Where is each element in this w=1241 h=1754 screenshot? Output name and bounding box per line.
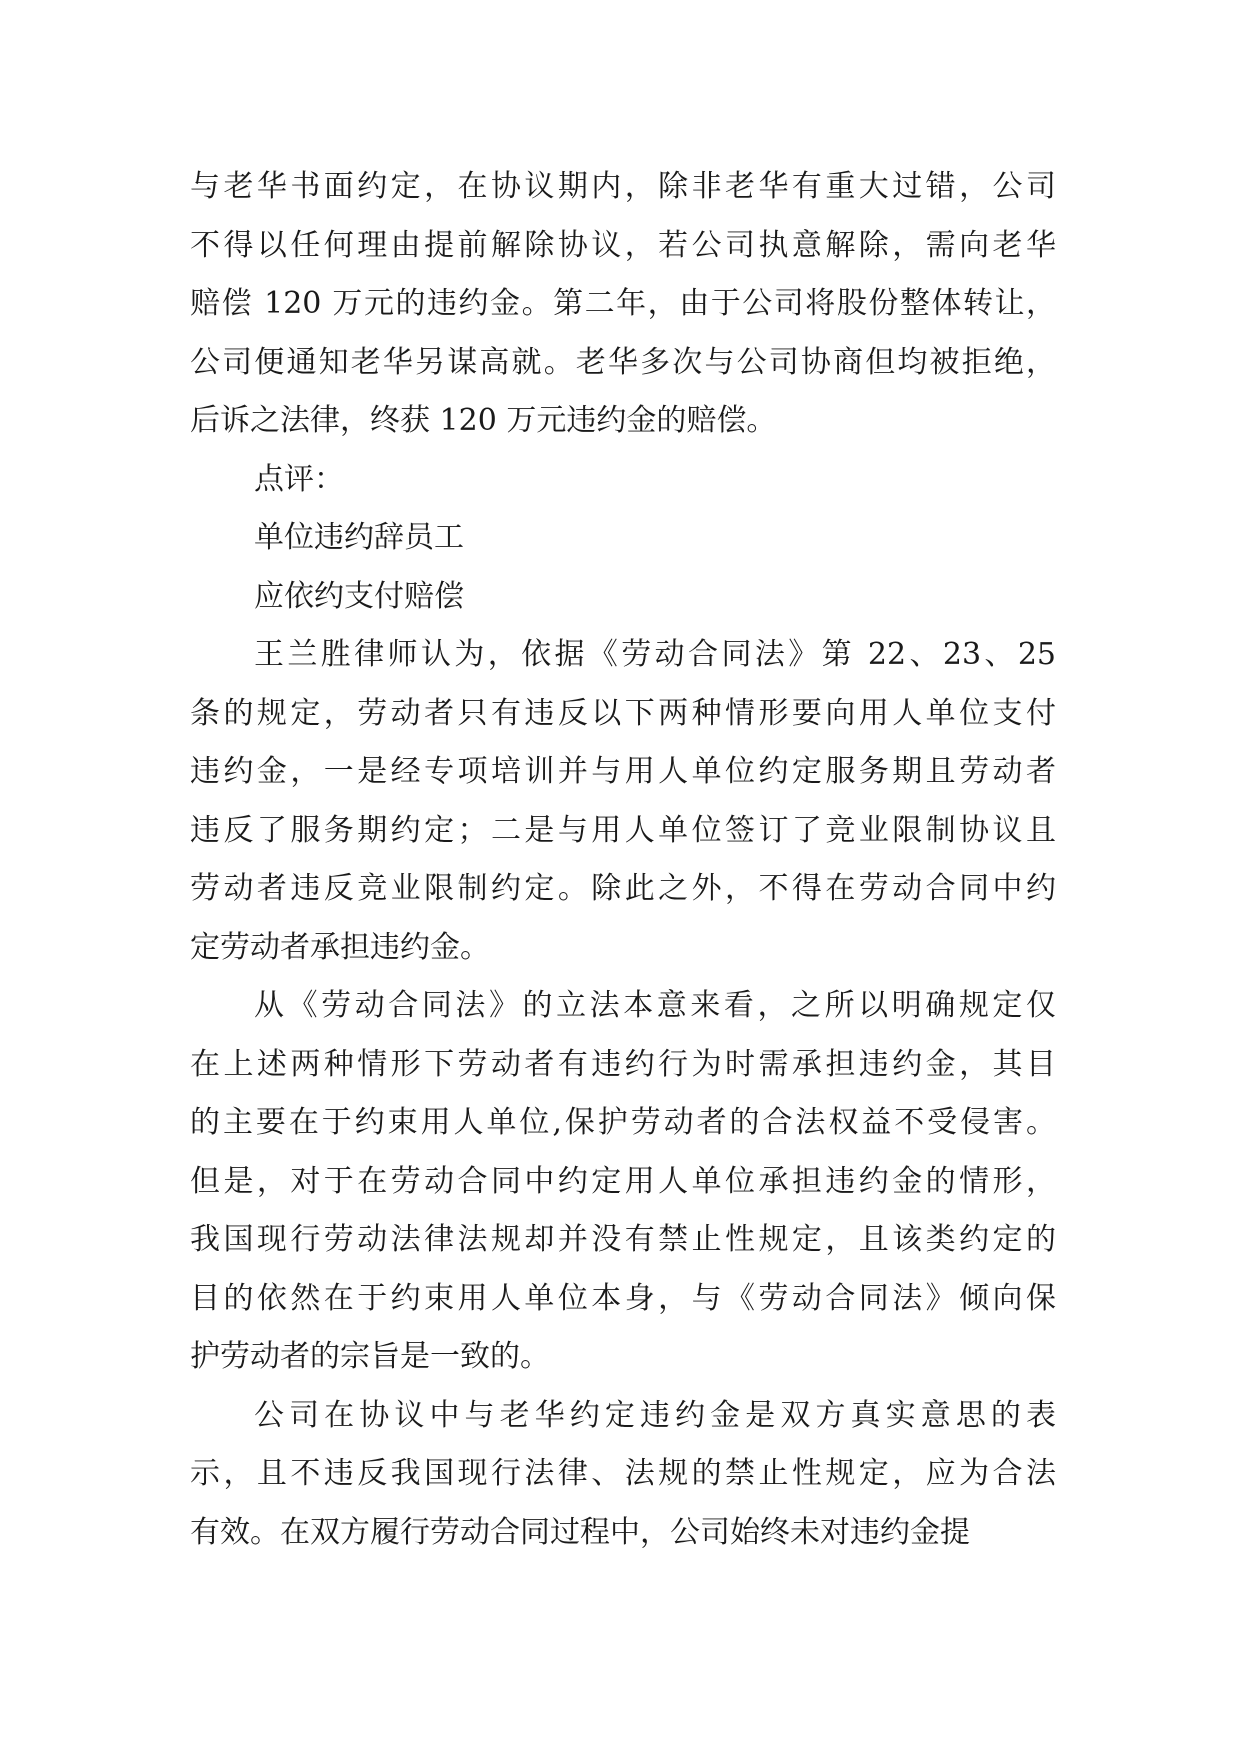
text-line: 在上述两种情形下劳动者有违约行为时需承担违约金，其目 [190,1046,1056,1082]
text-line: 赔偿 120 万元的违约金。第二年，由于公司将股份整体转让， [190,286,1056,321]
text-line: 护劳动者的宗旨是一致的。 [190,1339,550,1374]
paragraph-p2 [190,451,1056,510]
text-line: 公司在协议中与老华约定违约金是双方真实意思的表 [254,1397,1056,1433]
text-line: 应依约支付赔偿 [254,578,464,614]
paragraph-p6 [190,977,1056,1387]
text-line: 与老华书面约定，在协议期内，除非老华有重大过错，公司 [190,169,1056,204]
text-line: 不得以任何理由提前解除协议，若公司执意解除，需向老华 [190,227,1056,263]
text-line: 但是，对于在劳动合同中约定用人单位承担违约金的情形， [190,1163,1056,1199]
paragraph-p4 [190,568,1056,627]
paragraph-p5 [190,626,1056,977]
text-line: 的主要在于约束用人单位,保护劳动者的合法权益不受侵害。 [190,1105,1056,1140]
document-body [190,158,1056,1562]
text-line: 单位违约辞员工 [254,520,464,555]
text-line: 违反了服务期约定；二是与用人单位签订了竞业限制协议且 [190,812,1056,848]
paragraph-p7 [190,1387,1056,1563]
text-line: 后诉之法律，终获 120 万元违约金的赔偿。 [190,403,777,438]
text-line: 条的规定，劳动者只有违反以下两种情形要向用人单位支付 [190,695,1056,731]
text-line: 王兰胜律师认为，依据《劳动合同法》第 22、23、25 [254,637,1056,672]
text-line: 劳动者违反竞业限制约定。除此之外，不得在劳动合同中约 [190,871,1056,906]
text-line: 点评： [254,461,344,497]
text-line: 示，且不违反我国现行法律、法规的禁止性规定，应为合法 [190,1456,1056,1491]
text-line: 我国现行劳动法律法规却并没有禁止性规定，且该类约定的 [190,1222,1056,1257]
text-line: 目的依然在于约束用人单位本身，与《劳动合同法》倾向保 [190,1280,1056,1316]
text-line: 从《劳动合同法》的立法本意来看，之所以明确规定仅 [254,988,1056,1023]
text-line: 违约金，一是经专项培训并与用人单位约定服务期且劳动者 [190,754,1056,789]
paragraph-p3 [190,509,1056,568]
text-line: 公司便通知老华另谋高就。老华多次与公司协商但均被拒绝， [190,344,1056,380]
text-line: 定劳动者承担违约金。 [190,929,490,965]
paragraph-p1 [190,158,1056,451]
text-line: 有效。在双方履行劳动合同过程中，公司始终未对违约金提 [190,1514,970,1550]
